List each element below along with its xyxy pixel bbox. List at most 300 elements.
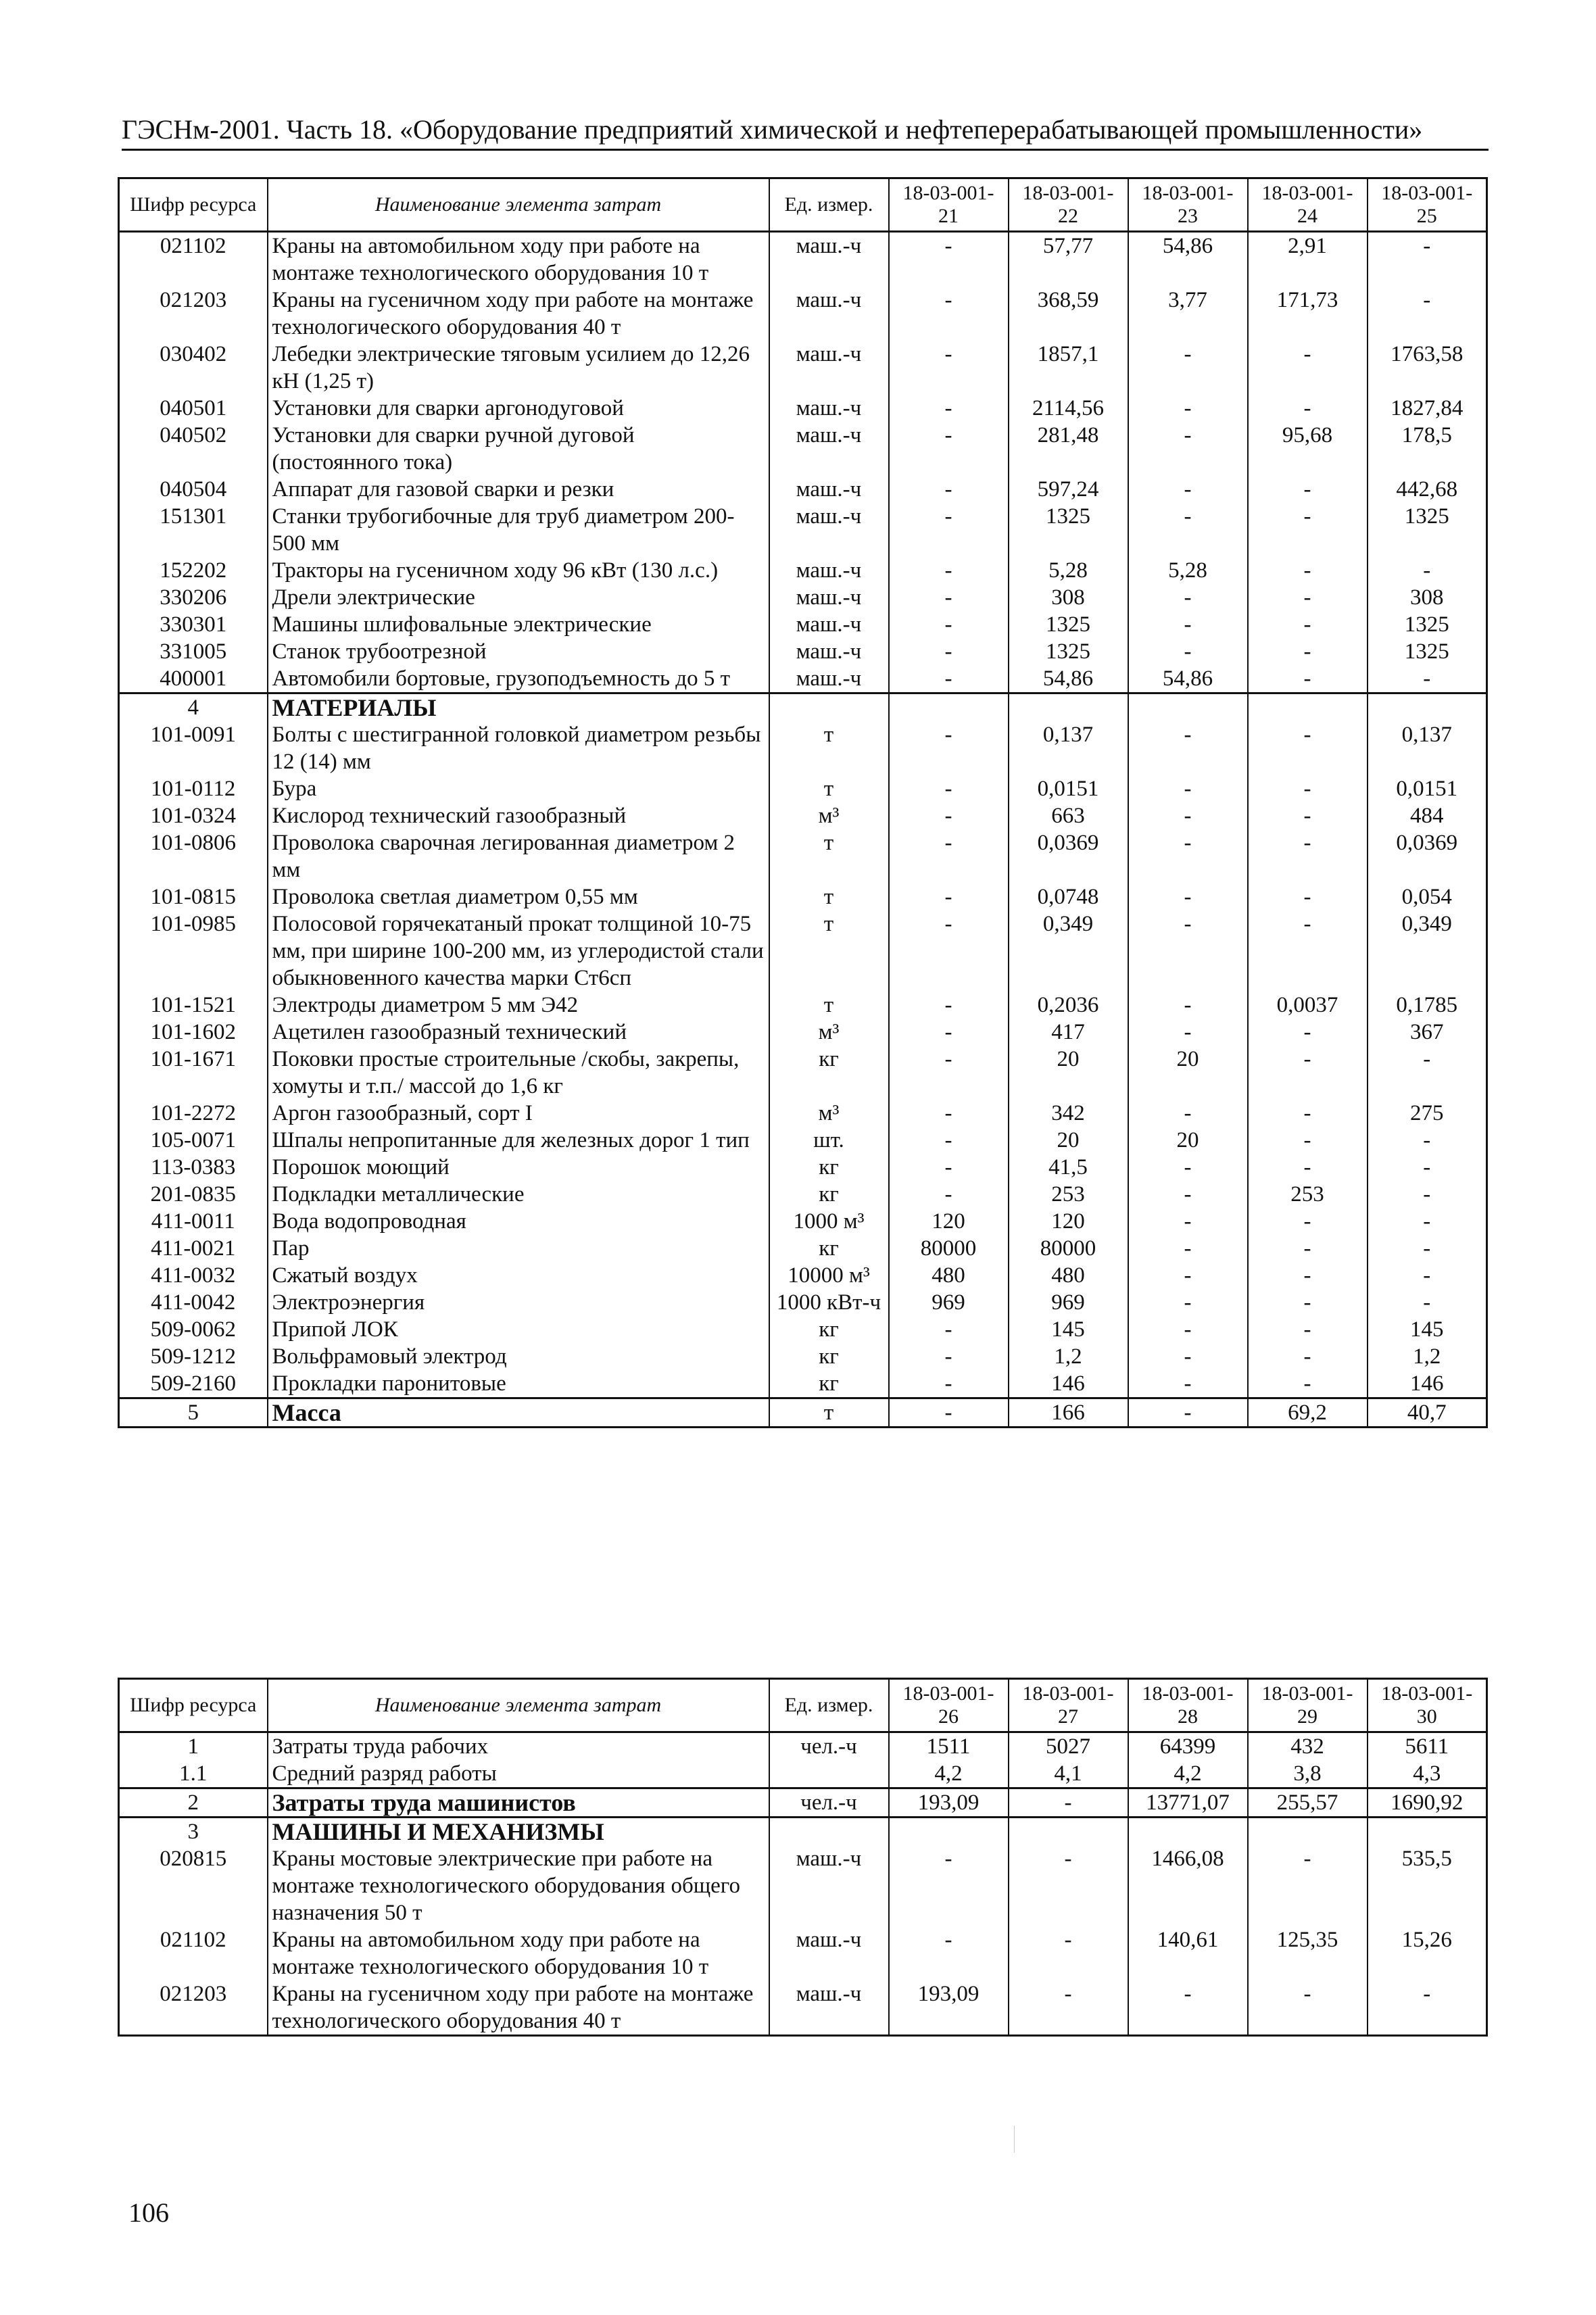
col-header-v2: 18-03-001-27 bbox=[1009, 1679, 1128, 1732]
cell-unit: кг bbox=[769, 1343, 889, 1370]
cell-code: 101-0324 bbox=[119, 802, 268, 829]
table-row bbox=[119, 476, 1487, 503]
cell-value: - bbox=[1248, 503, 1368, 557]
table-row bbox=[119, 584, 1487, 611]
table-row bbox=[119, 1316, 1487, 1343]
cell-value: 368,59 bbox=[1009, 287, 1128, 341]
table-row bbox=[119, 1154, 1487, 1181]
table-row bbox=[119, 1926, 1487, 1980]
cell-code: 411-0021 bbox=[119, 1235, 268, 1262]
cell-value: - bbox=[1248, 1343, 1368, 1370]
cell-value: 0,0369 bbox=[1009, 829, 1128, 883]
cell-value bbox=[1248, 693, 1368, 722]
cell-unit: 1000 кВт-ч bbox=[769, 1289, 889, 1316]
table-row bbox=[119, 665, 1487, 693]
cell-value: 57,77 bbox=[1009, 232, 1128, 287]
cell-unit: маш.-ч bbox=[769, 638, 889, 665]
cell-unit: шт. bbox=[769, 1127, 889, 1154]
cell-value: 0,0037 bbox=[1248, 992, 1368, 1019]
cell-value: 1325 bbox=[1009, 611, 1128, 638]
cell-value: - bbox=[889, 665, 1009, 693]
cell-value: 54,86 bbox=[1009, 665, 1128, 693]
cell-value: - bbox=[1009, 1845, 1128, 1926]
col-header-unit: Ед. измер. bbox=[769, 178, 889, 232]
cell-name: Затраты труда рабочих bbox=[268, 1732, 769, 1761]
table-row bbox=[119, 1235, 1487, 1262]
cell-value: - bbox=[1009, 1980, 1128, 2036]
cell-value: 484 bbox=[1368, 802, 1487, 829]
cell-value: - bbox=[1128, 1235, 1248, 1262]
cell-value: - bbox=[1128, 1262, 1248, 1289]
cell-unit: кг bbox=[769, 1235, 889, 1262]
cell-code: 101-0806 bbox=[119, 829, 268, 883]
table-row bbox=[119, 341, 1487, 395]
cell-value: - bbox=[1368, 1208, 1487, 1235]
cell-value: 535,5 bbox=[1368, 1845, 1487, 1926]
cell-name: Болты с шестигранной головкой диаметром резьбы 12 (14) мм bbox=[268, 721, 769, 775]
cell-value: 0,137 bbox=[1009, 721, 1128, 775]
cell-value: - bbox=[889, 638, 1009, 665]
table-row bbox=[119, 829, 1487, 883]
cell-code: 101-0112 bbox=[119, 775, 268, 802]
cell-code: 152202 bbox=[119, 557, 268, 584]
cell-name: Аргон газообразный, сорт I bbox=[268, 1100, 769, 1127]
cell-value: 15,26 bbox=[1368, 1926, 1487, 1980]
cell-unit: м³ bbox=[769, 1019, 889, 1046]
cell-value: - bbox=[889, 287, 1009, 341]
table-row bbox=[119, 232, 1487, 287]
cell-name: Краны на гусеничном ходу при работе на монтаже технологического оборудования 40 т bbox=[268, 1980, 769, 2036]
cell-value: - bbox=[1368, 1181, 1487, 1208]
cell-value: - bbox=[1368, 1289, 1487, 1316]
cell-name: Проволока светлая диаметром 0,55 мм bbox=[268, 883, 769, 910]
cell-value: 1325 bbox=[1009, 503, 1128, 557]
cell-code: 201-0835 bbox=[119, 1181, 268, 1208]
cell-value: - bbox=[1248, 638, 1368, 665]
cell-value: - bbox=[1128, 1289, 1248, 1316]
cell-value: - bbox=[889, 1343, 1009, 1370]
cell-value: 80000 bbox=[889, 1235, 1009, 1262]
cell-unit: маш.-ч bbox=[769, 1845, 889, 1926]
cell-code: 2 bbox=[119, 1788, 268, 1818]
cell-unit: маш.-ч bbox=[769, 287, 889, 341]
cell-value: - bbox=[889, 775, 1009, 802]
cell-code: 021102 bbox=[119, 232, 268, 287]
cell-value: - bbox=[889, 992, 1009, 1019]
resource-table-1 bbox=[118, 177, 1488, 1428]
cell-value: 0,0748 bbox=[1009, 883, 1128, 910]
cell-value: - bbox=[889, 1154, 1009, 1181]
table-row bbox=[119, 1398, 1487, 1428]
cell-value: - bbox=[889, 721, 1009, 775]
cell-value: 64399 bbox=[1128, 1732, 1248, 1761]
cell-value: - bbox=[1128, 1154, 1248, 1181]
cell-code: 411-0042 bbox=[119, 1289, 268, 1316]
cell-value bbox=[889, 1818, 1009, 1846]
table-row bbox=[119, 557, 1487, 584]
cell-value: - bbox=[889, 1845, 1009, 1926]
cell-value: 0,0151 bbox=[1009, 775, 1128, 802]
cell-value: 432 bbox=[1248, 1732, 1368, 1761]
cell-code: 040502 bbox=[119, 422, 268, 476]
table-row bbox=[119, 775, 1487, 802]
cell-value: 1325 bbox=[1368, 611, 1487, 638]
cell-value: 342 bbox=[1009, 1100, 1128, 1127]
cell-value: - bbox=[889, 584, 1009, 611]
cell-name: Бура bbox=[268, 775, 769, 802]
cell-value: 0,137 bbox=[1368, 721, 1487, 775]
table-row bbox=[119, 1845, 1487, 1926]
cell-value: - bbox=[1128, 992, 1248, 1019]
cell-value: - bbox=[1128, 721, 1248, 775]
cell-value: - bbox=[1248, 584, 1368, 611]
cell-code: 1 bbox=[119, 1732, 268, 1761]
header-rule bbox=[122, 149, 1489, 151]
cell-value: - bbox=[1248, 1316, 1368, 1343]
cell-code: 040501 bbox=[119, 395, 268, 422]
cell-value: - bbox=[1128, 1019, 1248, 1046]
col-header-v5: 18-03-001-30 bbox=[1368, 1679, 1487, 1732]
cell-value: - bbox=[889, 802, 1009, 829]
cell-value: 0,349 bbox=[1368, 910, 1487, 992]
cell-value: 1325 bbox=[1368, 503, 1487, 557]
col-header-name: Наименование элемента затрат bbox=[268, 1679, 769, 1732]
cell-code: 113-0383 bbox=[119, 1154, 268, 1181]
cell-value: 20 bbox=[1128, 1046, 1248, 1100]
cell-value: 0,1785 bbox=[1368, 992, 1487, 1019]
cell-unit: маш.-ч bbox=[769, 422, 889, 476]
cell-value: 1,2 bbox=[1009, 1343, 1128, 1370]
cell-value: - bbox=[889, 1127, 1009, 1154]
table-row bbox=[119, 503, 1487, 557]
col-header-v3: 18-03-001-23 bbox=[1128, 178, 1248, 232]
cell-code: 509-2160 bbox=[119, 1370, 268, 1398]
cell-value: - bbox=[1128, 422, 1248, 476]
cell-value: 1,2 bbox=[1368, 1343, 1487, 1370]
table-row bbox=[119, 1127, 1487, 1154]
cell-name: Прокладки паронитовые bbox=[268, 1370, 769, 1398]
table-row bbox=[119, 287, 1487, 341]
cell-value: - bbox=[1128, 1398, 1248, 1428]
table-header-row bbox=[119, 1679, 1487, 1732]
cell-unit: маш.-ч bbox=[769, 665, 889, 693]
cell-value bbox=[1368, 1818, 1487, 1846]
cell-name: Припой ЛОК bbox=[268, 1316, 769, 1343]
cell-value: - bbox=[1128, 1370, 1248, 1398]
cell-code: 1.1 bbox=[119, 1760, 268, 1788]
table-row bbox=[119, 1019, 1487, 1046]
cell-value: - bbox=[1368, 1127, 1487, 1154]
table-row bbox=[119, 1100, 1487, 1127]
cell-name: Поковки простые строительные /скобы, закрепы, хомуты и т.п./ массой до 1,6 кг bbox=[268, 1046, 769, 1100]
cell-value: 308 bbox=[1009, 584, 1128, 611]
cell-value: 1763,58 bbox=[1368, 341, 1487, 395]
cell-code: 105-0071 bbox=[119, 1127, 268, 1154]
cell-name: Дрели электрические bbox=[268, 584, 769, 611]
cell-value: 140,61 bbox=[1128, 1926, 1248, 1980]
cell-value: - bbox=[1368, 1154, 1487, 1181]
table-row bbox=[119, 992, 1487, 1019]
cell-unit: т bbox=[769, 775, 889, 802]
table-row bbox=[119, 1046, 1487, 1100]
cell-value: 253 bbox=[1009, 1181, 1128, 1208]
cell-value: 120 bbox=[1009, 1208, 1128, 1235]
cell-name: МАТЕРИАЛЫ bbox=[268, 693, 769, 722]
table-row bbox=[119, 1818, 1487, 1846]
cell-unit: чел.-ч bbox=[769, 1732, 889, 1761]
cell-code: 101-1521 bbox=[119, 992, 268, 1019]
cell-value: 0,054 bbox=[1368, 883, 1487, 910]
cell-unit: 1000 м³ bbox=[769, 1208, 889, 1235]
cell-value: - bbox=[889, 1316, 1009, 1343]
cell-code: 021102 bbox=[119, 1926, 268, 1980]
col-header-v1: 18-03-001-21 bbox=[889, 178, 1009, 232]
cell-value: 480 bbox=[889, 1262, 1009, 1289]
table-header-row bbox=[119, 178, 1487, 232]
cell-value: 54,86 bbox=[1128, 232, 1248, 287]
cell-value: 171,73 bbox=[1248, 287, 1368, 341]
cell-name: Проволока сварочная легированная диаметром 2 мм bbox=[268, 829, 769, 883]
cell-value: - bbox=[1248, 1262, 1368, 1289]
cell-code: 3 bbox=[119, 1818, 268, 1846]
cell-value: - bbox=[1128, 1181, 1248, 1208]
col-header-v2: 18-03-001-22 bbox=[1009, 178, 1128, 232]
cell-value: 253 bbox=[1248, 1181, 1368, 1208]
cell-name: Электроэнергия bbox=[268, 1289, 769, 1316]
cell-value: - bbox=[1248, 829, 1368, 883]
cell-value: - bbox=[1128, 503, 1248, 557]
cell-value: 146 bbox=[1009, 1370, 1128, 1398]
cell-value bbox=[1248, 1818, 1368, 1846]
cell-value: 367 bbox=[1368, 1019, 1487, 1046]
cell-value: - bbox=[1248, 395, 1368, 422]
cell-value: 5611 bbox=[1368, 1732, 1487, 1761]
cell-value: 4,2 bbox=[889, 1760, 1009, 1788]
cell-value: - bbox=[889, 1398, 1009, 1428]
cell-value: - bbox=[1248, 557, 1368, 584]
cell-name: Станок трубоотрезной bbox=[268, 638, 769, 665]
cell-code: 331005 bbox=[119, 638, 268, 665]
cell-value: 442,68 bbox=[1368, 476, 1487, 503]
cell-value: 0,0369 bbox=[1368, 829, 1487, 883]
cell-name: Вода водопроводная bbox=[268, 1208, 769, 1235]
cell-name: МАШИНЫ И МЕХАНИЗМЫ bbox=[268, 1818, 769, 1846]
cell-value: - bbox=[1248, 476, 1368, 503]
cell-name: Тракторы на гусеничном ходу 96 кВт (130 л.с.) bbox=[268, 557, 769, 584]
cell-value: - bbox=[889, 476, 1009, 503]
cell-value: 193,09 bbox=[889, 1980, 1009, 2036]
table-row bbox=[119, 1181, 1487, 1208]
cell-value: 5,28 bbox=[1128, 557, 1248, 584]
cell-value: 193,09 bbox=[889, 1788, 1009, 1818]
cell-unit: т bbox=[769, 910, 889, 992]
table-row bbox=[119, 883, 1487, 910]
cell-value: - bbox=[1248, 1980, 1368, 2036]
cell-value: 1827,84 bbox=[1368, 395, 1487, 422]
cell-value: - bbox=[1368, 1262, 1487, 1289]
cell-unit: м³ bbox=[769, 1100, 889, 1127]
cell-unit: т bbox=[769, 721, 889, 775]
table-body-2 bbox=[119, 1732, 1487, 2036]
cell-value: 480 bbox=[1009, 1262, 1128, 1289]
cell-code: 101-1671 bbox=[119, 1046, 268, 1100]
cell-value: - bbox=[1248, 611, 1368, 638]
cell-value: - bbox=[1128, 584, 1248, 611]
cell-code: 509-1212 bbox=[119, 1343, 268, 1370]
col-header-name: Наименование элемента затрат bbox=[268, 178, 769, 232]
cell-name: Станки трубогибочные для труб диаметром 200-500 мм bbox=[268, 503, 769, 557]
cell-unit: маш.-ч bbox=[769, 232, 889, 287]
cell-unit: маш.-ч bbox=[769, 503, 889, 557]
cell-value: - bbox=[1128, 829, 1248, 883]
cell-unit: т bbox=[769, 883, 889, 910]
table-row bbox=[119, 611, 1487, 638]
cell-name: Ацетилен газообразный технический bbox=[268, 1019, 769, 1046]
cell-unit: кг bbox=[769, 1154, 889, 1181]
cell-value: 13771,07 bbox=[1128, 1788, 1248, 1818]
cell-code: 101-2272 bbox=[119, 1100, 268, 1127]
cell-code: 101-1602 bbox=[119, 1019, 268, 1046]
col-header-code: Шифр ресурса bbox=[119, 178, 268, 232]
cell-value bbox=[1128, 693, 1248, 722]
cell-code: 151301 bbox=[119, 503, 268, 557]
cell-value: 969 bbox=[889, 1289, 1009, 1316]
cell-value: 5027 bbox=[1009, 1732, 1128, 1761]
cell-value: 20 bbox=[1009, 1127, 1128, 1154]
cell-value: - bbox=[1128, 1980, 1248, 2036]
table-row bbox=[119, 1980, 1487, 2036]
cell-value: 0,2036 bbox=[1009, 992, 1128, 1019]
cell-unit: чел.-ч bbox=[769, 1788, 889, 1818]
cell-unit: маш.-ч bbox=[769, 341, 889, 395]
table-row bbox=[119, 395, 1487, 422]
cell-value: 145 bbox=[1009, 1316, 1128, 1343]
table-body-1 bbox=[119, 232, 1487, 1428]
cell-value: 255,57 bbox=[1248, 1788, 1368, 1818]
cell-code: 040504 bbox=[119, 476, 268, 503]
resource-table-2 bbox=[118, 1678, 1488, 2037]
table-row bbox=[119, 1262, 1487, 1289]
table-row bbox=[119, 422, 1487, 476]
cell-value: - bbox=[889, 1370, 1009, 1398]
cell-name: Краны на автомобильном ходу при работе на монтаже технологического оборудования 10 т bbox=[268, 232, 769, 287]
cell-value: - bbox=[889, 503, 1009, 557]
table-row bbox=[119, 1732, 1487, 1761]
cell-value: 95,68 bbox=[1248, 422, 1368, 476]
cell-value: - bbox=[1248, 1046, 1368, 1100]
cell-unit: т bbox=[769, 992, 889, 1019]
cell-value: 0,349 bbox=[1009, 910, 1128, 992]
cell-unit: маш.-ч bbox=[769, 476, 889, 503]
cell-unit: кг bbox=[769, 1046, 889, 1100]
cell-unit bbox=[769, 1818, 889, 1846]
cell-value bbox=[1009, 693, 1128, 722]
cell-value: - bbox=[889, 1926, 1009, 1980]
table-row bbox=[119, 1289, 1487, 1316]
cell-code: 4 bbox=[119, 693, 268, 722]
cell-name: Установки для сварки аргонодуговой bbox=[268, 395, 769, 422]
table-row bbox=[119, 1788, 1487, 1818]
scan-fold-mark bbox=[1014, 2126, 1015, 2153]
cell-unit: т bbox=[769, 829, 889, 883]
cell-value: - bbox=[889, 557, 1009, 584]
cell-value: - bbox=[889, 883, 1009, 910]
cell-value: - bbox=[1248, 1154, 1368, 1181]
cell-name: Подкладки металлические bbox=[268, 1181, 769, 1208]
cell-value: 120 bbox=[889, 1208, 1009, 1235]
cell-value: 69,2 bbox=[1248, 1398, 1368, 1428]
cell-code: 030402 bbox=[119, 341, 268, 395]
cell-value: - bbox=[1368, 1980, 1487, 2036]
cell-unit: 10000 м³ bbox=[769, 1262, 889, 1289]
cell-name: Шпалы непропитанные для железных дорог 1 тип bbox=[268, 1127, 769, 1154]
cell-name: Краны на автомобильном ходу при работе на монтаже технологического оборудования 10 т bbox=[268, 1926, 769, 1980]
cell-unit: кг bbox=[769, 1316, 889, 1343]
cell-value: - bbox=[1128, 775, 1248, 802]
cell-value: 40,7 bbox=[1368, 1398, 1487, 1428]
cell-value: - bbox=[889, 910, 1009, 992]
cell-value: - bbox=[1248, 721, 1368, 775]
cell-value: 145 bbox=[1368, 1316, 1487, 1343]
cell-value: 1690,92 bbox=[1368, 1788, 1487, 1818]
cell-code: 020815 bbox=[119, 1845, 268, 1926]
cell-value: 54,86 bbox=[1128, 665, 1248, 693]
cell-name: Машины шлифовальные электрические bbox=[268, 611, 769, 638]
cell-unit: маш.-ч bbox=[769, 584, 889, 611]
table-row bbox=[119, 1208, 1487, 1235]
cell-value: 146 bbox=[1368, 1370, 1487, 1398]
table-row bbox=[119, 721, 1487, 775]
cell-value bbox=[889, 693, 1009, 722]
cell-value: 4,2 bbox=[1128, 1760, 1248, 1788]
cell-value: - bbox=[1128, 883, 1248, 910]
cell-value: 417 bbox=[1009, 1019, 1128, 1046]
cell-value: - bbox=[1248, 1019, 1368, 1046]
table-row bbox=[119, 1370, 1487, 1398]
cell-value: 3,8 bbox=[1248, 1760, 1368, 1788]
cell-value: - bbox=[1248, 1208, 1368, 1235]
cell-name: Сжатый воздух bbox=[268, 1262, 769, 1289]
cell-value: 178,5 bbox=[1368, 422, 1487, 476]
cell-name: Вольфрамовый электрод bbox=[268, 1343, 769, 1370]
col-header-v4: 18-03-001-24 bbox=[1248, 178, 1368, 232]
cell-value: - bbox=[1128, 1343, 1248, 1370]
cell-value: - bbox=[889, 422, 1009, 476]
cell-value: - bbox=[1368, 1046, 1487, 1100]
cell-value: - bbox=[1248, 802, 1368, 829]
cell-name: Аппарат для газовой сварки и резки bbox=[268, 476, 769, 503]
cell-value: 969 bbox=[1009, 1289, 1128, 1316]
cell-value: 275 bbox=[1368, 1100, 1487, 1127]
cell-code: 411-0011 bbox=[119, 1208, 268, 1235]
cell-name: Краны мостовые электрические при работе на монтаже технологического оборудования общего назначения 50 т bbox=[268, 1845, 769, 1926]
cell-value: - bbox=[1248, 775, 1368, 802]
table-row bbox=[119, 1343, 1487, 1370]
cell-unit: маш.-ч bbox=[769, 1926, 889, 1980]
cell-code: 5 bbox=[119, 1398, 268, 1428]
table-row bbox=[119, 910, 1487, 992]
cell-value: - bbox=[1368, 232, 1487, 287]
cell-value: 1857,1 bbox=[1009, 341, 1128, 395]
cell-value: - bbox=[889, 1046, 1009, 1100]
cell-code: 509-0062 bbox=[119, 1316, 268, 1343]
cell-value: - bbox=[1128, 611, 1248, 638]
cell-value: - bbox=[889, 1019, 1009, 1046]
cell-value: - bbox=[1128, 1100, 1248, 1127]
cell-code: 101-0815 bbox=[119, 883, 268, 910]
cell-value: 1325 bbox=[1368, 638, 1487, 665]
cell-name: Лебедки электрические тяговым усилием до 12,26 кН (1,25 т) bbox=[268, 341, 769, 395]
